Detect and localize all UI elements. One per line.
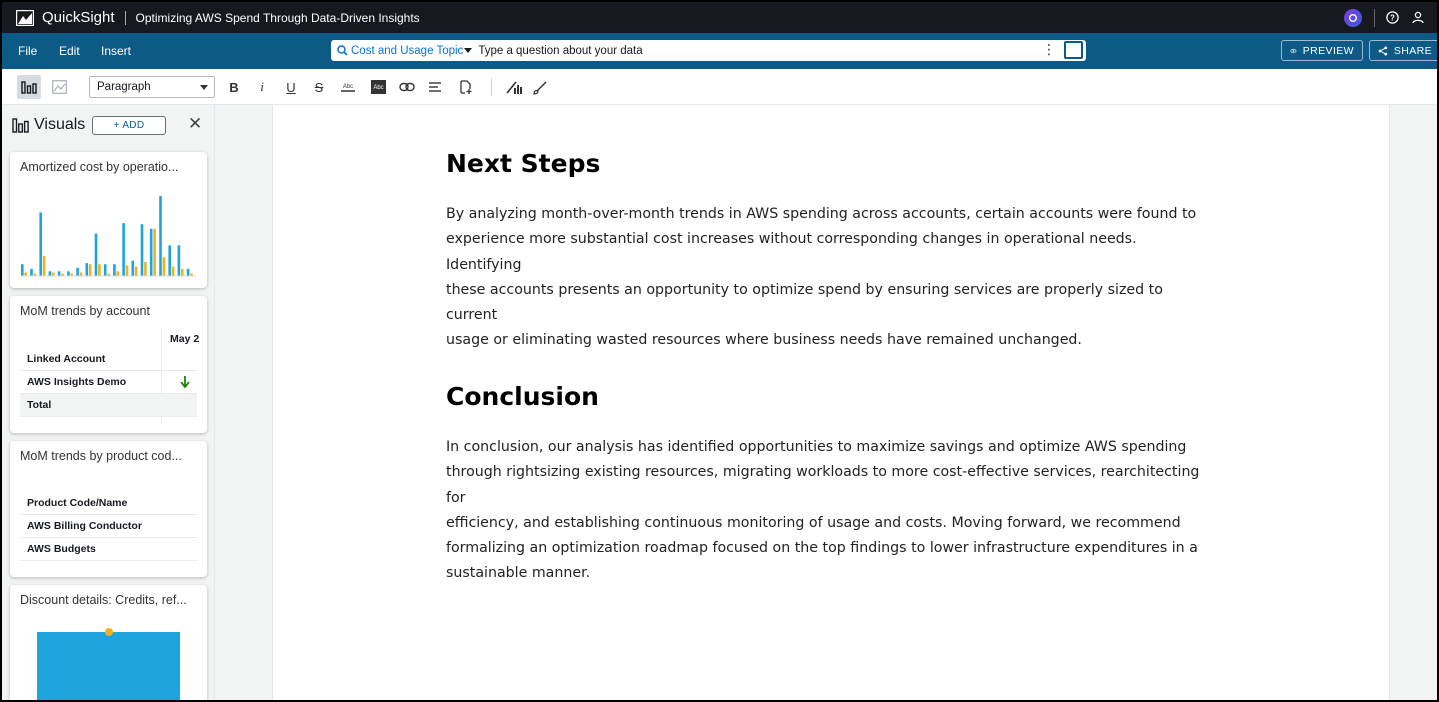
bar-series-blue-16 <box>168 245 171 276</box>
paragraph-style-value: Paragraph <box>97 81 151 93</box>
topic-selector[interactable] <box>337 45 472 57</box>
amortized-cost-bar-chart <box>10 152 207 288</box>
caret-down-icon <box>464 48 472 54</box>
section-heading-conclusion[interactable]: Conclusion <box>446 382 599 411</box>
bar-series-blue-17 <box>178 245 181 276</box>
bar-series-blue-6 <box>76 268 79 276</box>
document-title[interactable]: Optimizing AWS Spend Through Data-Driven Insights <box>135 10 420 25</box>
paragraph-line: By analyzing month-over-month trends in AWS spending across accounts, certain accounts were found to <box>446 206 1197 222</box>
format-visual-icon[interactable] <box>504 77 522 97</box>
paragraph-line: experience more substantial cost increases without corresponding changes in operational needs. Identifying <box>446 231 1137 273</box>
topic-label: Cost and Usage Topic <box>351 44 464 57</box>
paragraph-line: sustainable manner. <box>446 565 591 582</box>
image-icon[interactable] <box>50 77 68 97</box>
paragraph-conclusion[interactable] <box>446 435 1206 587</box>
table-row <box>20 371 197 394</box>
paragraph-line: usage or eliminating wasted resources where business needs have remained unchanged. <box>446 332 1082 349</box>
formatting-toolbar <box>2 69 1437 105</box>
menu-bar <box>2 33 1437 69</box>
bar-series-blue-2 <box>39 213 42 277</box>
menu-file[interactable]: File <box>18 44 38 58</box>
question-input[interactable]: Type a question about your data <box>478 44 643 57</box>
menu-insert[interactable]: Insert <box>101 44 132 58</box>
bar-series-orange-11 <box>126 265 129 276</box>
table-cell: Total <box>27 399 52 411</box>
bar-series-blue-8 <box>95 234 98 276</box>
svg-text:?: ? <box>1389 13 1395 23</box>
bar-series-orange-17 <box>181 269 184 276</box>
table-cell: AWS Budgets <box>27 543 96 555</box>
visual-card-discount-details[interactable] <box>10 585 207 702</box>
paragraph-line: these accounts presents an opportunity to optimize spend by ensuring services are properly sized to current <box>446 281 1163 324</box>
toolbar-separator <box>491 78 492 96</box>
visual-card-title: Amortized cost by operatio... <box>20 160 179 174</box>
bar-series-orange-10 <box>117 271 120 276</box>
bar-series-blue-10 <box>113 264 116 276</box>
top-bar <box>2 2 1437 33</box>
table-cell: AWS Billing Conductor <box>27 520 142 532</box>
visual-card-title: MoM trends by product cod... <box>20 449 182 463</box>
bar-series-blue-1 <box>30 269 33 276</box>
table-row <box>20 515 197 538</box>
strikethrough-button[interactable]: S <box>314 79 324 95</box>
visuals-panel-header <box>12 116 85 134</box>
visual-card-title: Discount details: Credits, ref... <box>20 593 187 607</box>
menu-edit[interactable]: Edit <box>59 44 80 58</box>
account-table <box>20 348 197 417</box>
new-window-icon[interactable] <box>1064 41 1083 59</box>
visuals-panel <box>2 105 215 702</box>
paragraph-line: In conclusion, our analysis has identified opportunities to maximize savings and optimize AWS spending <box>446 439 1187 455</box>
eye-icon <box>1290 46 1297 56</box>
share-label: SHARE <box>1393 44 1432 57</box>
svg-text:Abc: Abc <box>342 84 354 90</box>
discount-bar <box>37 632 180 702</box>
visual-card-mom-product[interactable] <box>10 441 207 577</box>
bar-series-orange-16 <box>172 267 175 276</box>
table-column-header: May 2 <box>170 333 200 345</box>
bar-series-blue-11 <box>122 223 125 276</box>
bold-button[interactable]: B <box>229 79 239 95</box>
discount-marker <box>105 628 113 636</box>
table-row <box>20 348 197 371</box>
table-row <box>20 492 197 515</box>
arrow-down-icon <box>180 376 190 388</box>
share-icon <box>1378 45 1388 57</box>
title-divider <box>125 11 126 25</box>
chevron-down-icon <box>200 85 208 90</box>
paragraph-line: formalizing an optimization roadmap focused on the top findings to lower infrastructure expenditures in a <box>446 540 1198 557</box>
text-color-icon[interactable] <box>339 77 357 97</box>
topbar-separator <box>1374 9 1375 27</box>
align-left-icon[interactable] <box>427 77 443 97</box>
italic-button[interactable]: i <box>260 79 264 94</box>
more-options-icon[interactable]: ⋮ <box>1042 41 1056 57</box>
q-search-bar[interactable] <box>331 40 1086 61</box>
preview-button[interactable] <box>1281 40 1363 61</box>
bar-series-blue-7 <box>86 263 89 276</box>
table-cell: Product Code/Name <box>27 497 128 509</box>
search-icon <box>337 45 348 56</box>
bar-chart-icon <box>12 118 29 133</box>
table-cell: Linked Account <box>27 353 106 365</box>
app-name[interactable]: QuickSight <box>42 9 115 26</box>
bar-series-orange-6 <box>80 273 83 277</box>
story-sheet[interactable] <box>272 105 1390 702</box>
preview-label: PREVIEW <box>1302 44 1354 57</box>
table-row <box>20 538 197 561</box>
bar-series-orange-3 <box>52 273 55 277</box>
bar-series-blue-3 <box>49 271 52 276</box>
bar-series-blue-13 <box>141 224 144 276</box>
visuals-toggle-icon[interactable] <box>17 75 41 99</box>
product-table <box>20 492 197 561</box>
visual-card-title: MoM trends by account <box>20 304 150 318</box>
bar-series-orange-2 <box>43 256 46 276</box>
paragraph-line: efficiency, and establishing continuous monitoring of usage and costs. Moving forward, we recommend <box>446 514 1181 531</box>
paintbrush-icon[interactable] <box>532 77 548 97</box>
highlight-color-icon[interactable] <box>370 77 386 97</box>
bar-series-blue-0 <box>21 264 24 276</box>
svg-text:Abc: Abc <box>372 85 384 91</box>
bar-series-blue-12 <box>132 261 135 276</box>
bar-series-blue-18 <box>187 269 190 276</box>
bar-series-orange-14 <box>153 229 156 276</box>
add-visual-button[interactable]: + ADD <box>92 116 166 135</box>
visual-card-mom-account[interactable] <box>10 296 207 433</box>
bar-series-blue-4 <box>58 271 61 276</box>
user-icon[interactable] <box>1411 11 1425 25</box>
section-heading-next-steps[interactable]: Next Steps <box>446 149 601 178</box>
bar-series-blue-9 <box>104 264 107 276</box>
underline-button[interactable]: U <box>286 79 296 95</box>
paragraph-next-steps[interactable] <box>446 202 1206 354</box>
table-cell: AWS Insights Demo <box>27 376 127 388</box>
quicksight-logo-icon[interactable] <box>16 10 34 26</box>
table-row-total <box>20 394 197 417</box>
visuals-title: Visuals <box>34 116 86 133</box>
bar-series-blue-5 <box>67 271 70 276</box>
amazon-q-icon[interactable] <box>1344 9 1362 27</box>
bar-series-orange-15 <box>163 257 166 276</box>
bar-series-orange-12 <box>135 267 138 276</box>
bar-series-blue-14 <box>150 229 153 276</box>
bar-series-orange-7 <box>89 264 92 276</box>
bar-series-blue-15 <box>159 196 162 276</box>
bar-series-orange-13 <box>144 262 147 276</box>
share-button[interactable] <box>1369 40 1439 61</box>
paragraph-line: through rightsizing existing resources, migrating workloads to more cost-effective services, rearchitecting for <box>446 464 1200 506</box>
bar-series-orange-0 <box>24 273 27 277</box>
visual-card-amortized-cost[interactable] <box>10 152 207 288</box>
link-icon[interactable] <box>398 77 416 97</box>
insert-field-icon[interactable] <box>458 77 474 97</box>
help-icon[interactable] <box>1385 11 1399 25</box>
bar-series-orange-8 <box>98 264 101 276</box>
paragraph-style-select[interactable] <box>89 76 215 98</box>
close-icon[interactable]: ✕ <box>188 114 203 133</box>
